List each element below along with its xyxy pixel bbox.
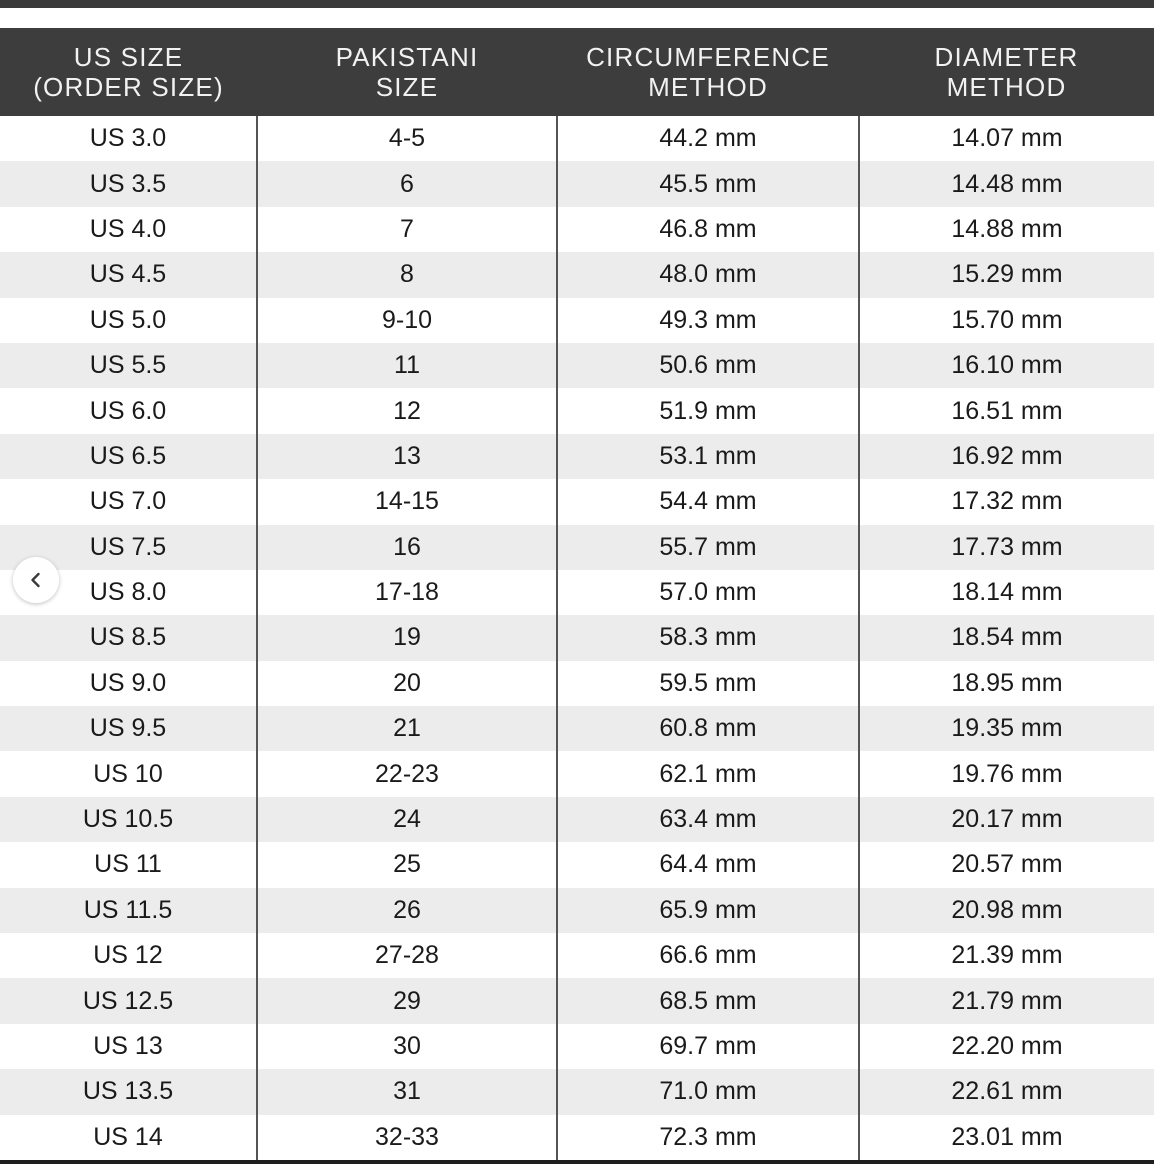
- cell-circumference: 72.3 mm: [557, 1115, 859, 1160]
- cell-circumference: 64.4 mm: [557, 842, 859, 887]
- cell-diameter: 22.20 mm: [859, 1024, 1154, 1069]
- cell-us-size: US 11.5: [0, 888, 257, 933]
- table-row: [0, 706, 1154, 751]
- table-row: [0, 1069, 1154, 1114]
- header-circumference-method: CIRCUMFERENCE METHOD: [557, 28, 859, 116]
- cell-pakistani-size: 22-23: [257, 751, 557, 796]
- cell-diameter: 18.95 mm: [859, 661, 1154, 706]
- table-row: [0, 525, 1154, 570]
- table-body: [0, 116, 1154, 1160]
- header-pakistani-size: PAKISTANI SIZE: [257, 28, 557, 116]
- cell-diameter: 16.92 mm: [859, 434, 1154, 479]
- table-row: [0, 933, 1154, 978]
- table-row: [0, 388, 1154, 433]
- cell-pakistani-size: 30: [257, 1024, 557, 1069]
- table-row: [0, 888, 1154, 933]
- table-row: [0, 161, 1154, 206]
- cell-diameter: 22.61 mm: [859, 1069, 1154, 1114]
- cell-circumference: 54.4 mm: [557, 479, 859, 524]
- cell-pakistani-size: 11: [257, 343, 557, 388]
- cell-circumference: 55.7 mm: [557, 525, 859, 570]
- cell-diameter: 18.14 mm: [859, 570, 1154, 615]
- cell-us-size: US 9.0: [0, 661, 257, 706]
- table-row: [0, 479, 1154, 524]
- cell-circumference: 57.0 mm: [557, 570, 859, 615]
- table-header: [0, 28, 1154, 116]
- cell-circumference: 68.5 mm: [557, 978, 859, 1023]
- cell-circumference: 62.1 mm: [557, 751, 859, 796]
- cell-circumference: 66.6 mm: [557, 933, 859, 978]
- cell-pakistani-size: 21: [257, 706, 557, 751]
- cell-pakistani-size: 12: [257, 388, 557, 433]
- table-row: [0, 751, 1154, 796]
- cell-pakistani-size: 26: [257, 888, 557, 933]
- cell-diameter: 17.73 mm: [859, 525, 1154, 570]
- cell-diameter: 20.17 mm: [859, 797, 1154, 842]
- cell-us-size: US 6.5: [0, 434, 257, 479]
- cell-pakistani-size: 20: [257, 661, 557, 706]
- cell-diameter: 20.98 mm: [859, 888, 1154, 933]
- cell-us-size: US 5.5: [0, 343, 257, 388]
- cell-circumference: 69.7 mm: [557, 1024, 859, 1069]
- cell-diameter: 15.70 mm: [859, 298, 1154, 343]
- cell-circumference: 71.0 mm: [557, 1069, 859, 1114]
- cell-pakistani-size: 16: [257, 525, 557, 570]
- carousel-prev-button[interactable]: [13, 557, 59, 603]
- cell-circumference: 60.8 mm: [557, 706, 859, 751]
- cell-us-size: US 6.0: [0, 388, 257, 433]
- cell-circumference: 48.0 mm: [557, 252, 859, 297]
- table-row: [0, 298, 1154, 343]
- cell-pakistani-size: 31: [257, 1069, 557, 1114]
- cell-us-size: US 7.0: [0, 479, 257, 524]
- header-row: [0, 28, 1154, 116]
- cell-diameter: 14.88 mm: [859, 207, 1154, 252]
- cell-us-size: US 9.5: [0, 706, 257, 751]
- cell-us-size: US 3.0: [0, 116, 257, 161]
- cell-diameter: 15.29 mm: [859, 252, 1154, 297]
- cell-diameter: 20.57 mm: [859, 842, 1154, 887]
- table-row: [0, 434, 1154, 479]
- cell-circumference: 49.3 mm: [557, 298, 859, 343]
- cell-us-size: US 7.5: [0, 525, 257, 570]
- cell-diameter: 21.79 mm: [859, 978, 1154, 1023]
- cell-pakistani-size: 19: [257, 615, 557, 660]
- cell-us-size: US 13.5: [0, 1069, 257, 1114]
- table-row: [0, 842, 1154, 887]
- table-row: [0, 1115, 1154, 1160]
- table-row: [0, 978, 1154, 1023]
- cell-circumference: 44.2 mm: [557, 116, 859, 161]
- cell-circumference: 59.5 mm: [557, 661, 859, 706]
- table-row: [0, 116, 1154, 161]
- cell-diameter: 23.01 mm: [859, 1115, 1154, 1160]
- cell-us-size: US 10.5: [0, 797, 257, 842]
- cell-diameter: 14.07 mm: [859, 116, 1154, 161]
- cell-circumference: 45.5 mm: [557, 161, 859, 206]
- cell-circumference: 65.9 mm: [557, 888, 859, 933]
- cell-us-size: US 12: [0, 933, 257, 978]
- table-row: [0, 207, 1154, 252]
- cell-pakistani-size: 6: [257, 161, 557, 206]
- bottom-border: [0, 1160, 1154, 1164]
- cell-pakistani-size: 17-18: [257, 570, 557, 615]
- cell-diameter: 14.48 mm: [859, 161, 1154, 206]
- cell-us-size: US 8.5: [0, 615, 257, 660]
- cell-diameter: 19.76 mm: [859, 751, 1154, 796]
- cell-us-size: US 13: [0, 1024, 257, 1069]
- cell-us-size: US 12.5: [0, 978, 257, 1023]
- cell-pakistani-size: 7: [257, 207, 557, 252]
- cell-pakistani-size: 29: [257, 978, 557, 1023]
- cell-us-size: US 8.0: [0, 570, 257, 615]
- table-row: [0, 252, 1154, 297]
- cell-diameter: 21.39 mm: [859, 933, 1154, 978]
- table-row: [0, 1024, 1154, 1069]
- chevron-left-icon: [27, 571, 45, 589]
- cell-circumference: 50.6 mm: [557, 343, 859, 388]
- cell-circumference: 51.9 mm: [557, 388, 859, 433]
- table-row: [0, 343, 1154, 388]
- cell-pakistani-size: 9-10: [257, 298, 557, 343]
- cell-pakistani-size: 27-28: [257, 933, 557, 978]
- cell-pakistani-size: 13: [257, 434, 557, 479]
- cell-pakistani-size: 4-5: [257, 116, 557, 161]
- cell-diameter: 18.54 mm: [859, 615, 1154, 660]
- cell-pakistani-size: 8: [257, 252, 557, 297]
- header-diameter-method: DIAMETER METHOD: [859, 28, 1154, 116]
- cell-diameter: 16.51 mm: [859, 388, 1154, 433]
- table-row: [0, 570, 1154, 615]
- cell-diameter: 16.10 mm: [859, 343, 1154, 388]
- top-border: [0, 0, 1154, 8]
- ring-size-table: [0, 28, 1154, 1160]
- table-row: [0, 797, 1154, 842]
- cell-pakistani-size: 32-33: [257, 1115, 557, 1160]
- cell-us-size: US 3.5: [0, 161, 257, 206]
- table-row: [0, 661, 1154, 706]
- cell-us-size: US 4.5: [0, 252, 257, 297]
- cell-us-size: US 10: [0, 751, 257, 796]
- cell-us-size: US 4.0: [0, 207, 257, 252]
- header-us-size: US SIZE (ORDER SIZE): [0, 28, 257, 116]
- cell-diameter: 19.35 mm: [859, 706, 1154, 751]
- top-spacer: [0, 8, 1154, 28]
- cell-circumference: 53.1 mm: [557, 434, 859, 479]
- cell-us-size: US 14: [0, 1115, 257, 1160]
- cell-pakistani-size: 25: [257, 842, 557, 887]
- cell-pakistani-size: 14-15: [257, 479, 557, 524]
- cell-diameter: 17.32 mm: [859, 479, 1154, 524]
- cell-us-size: US 5.0: [0, 298, 257, 343]
- cell-circumference: 58.3 mm: [557, 615, 859, 660]
- cell-circumference: 46.8 mm: [557, 207, 859, 252]
- cell-pakistani-size: 24: [257, 797, 557, 842]
- table-row: [0, 615, 1154, 660]
- cell-circumference: 63.4 mm: [557, 797, 859, 842]
- cell-us-size: US 11: [0, 842, 257, 887]
